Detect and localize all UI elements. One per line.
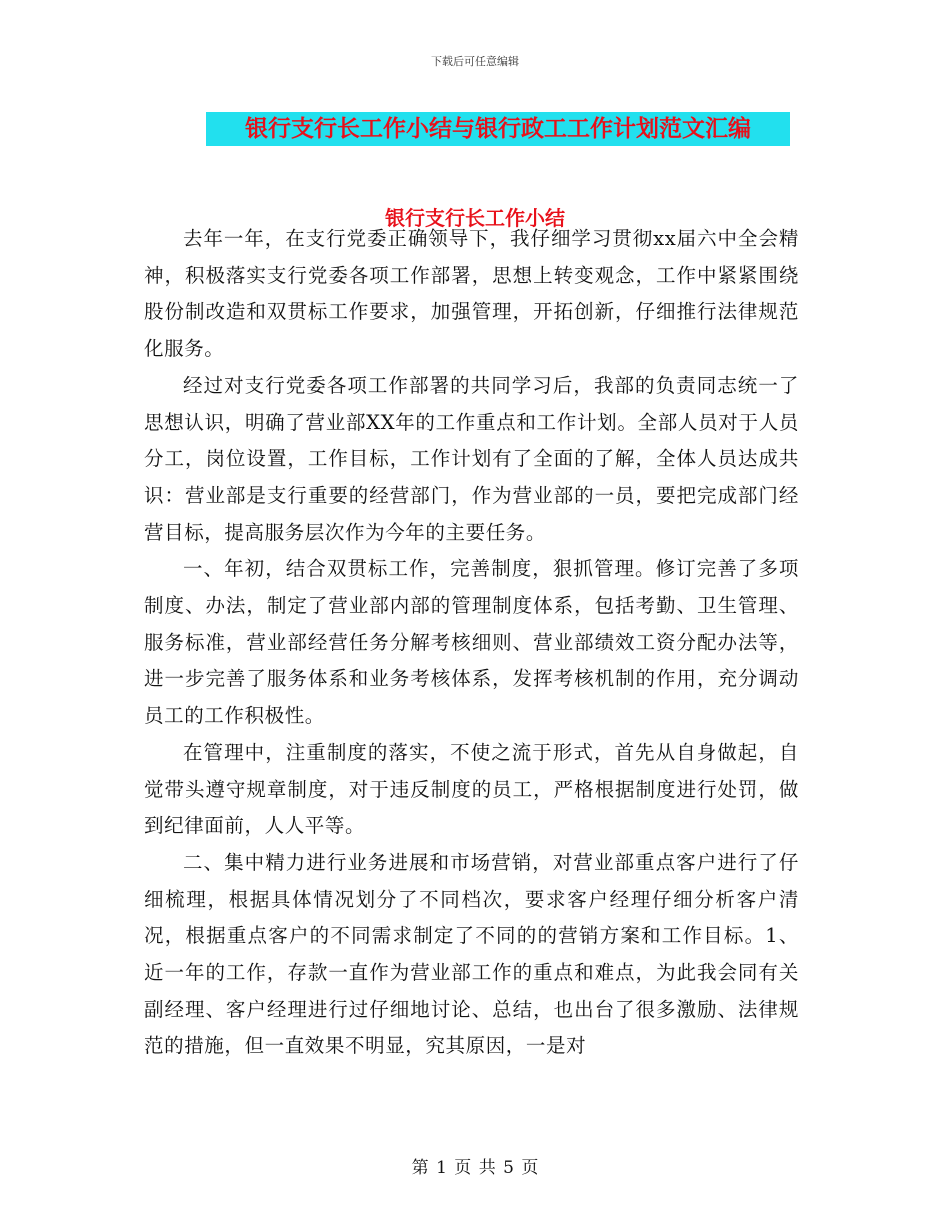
paragraph-3: 一、年初，结合双贯标工作，完善制度，狠抓管理。修订完善了多项制度、办法，制定了营业部内部的管理制度体系，包括考勤、卫生管理、服务标准，营业部经营任务分解考核细则、营业部绩效工资分配办法等，进一步完善了服务体系和业务考核体系，发挥考核机制的作用，充分调动员工的工作积极性。 [144,557,799,728]
page-number-footer: 第 1 页 共 5 页 [411,1158,539,1178]
paragraph-2: 经过对支行党委各项工作部署的共同学习后，我部的负责同志统一了思想认识，明确了营业部XX年的工作重点和工作计划。全部人员对于人员分工，岗位设置，工作目标，工作计划有了全面的了解，全体人员达成共识：营业部是支行重要的经营部门，作为营业部的一员，要把完成部门经营目标，提高服务层次作为今年的主要任务。 [144,373,799,544]
paragraph-4: 在管理中，注重制度的落实，不使之流于形式，首先从自身做起，自觉带头遵守规章制度，对于违反制度的员工，严格根据制度进行处罚，做到纪律面前，人人平等。 [144,740,799,838]
paragraph-1: 去年一年，在支行党委正确领导下，我仔细学习贯彻xx届六中全会精神，积极落实支行党委各项工作部署，思想上转变观念，工作中紧紧围绕股份制改造和双贯标工作要求，加强管理，开拓创新，仔细推行法律规范化服务。 [144,227,799,361]
section-title: 银行支行长工作小结 [385,206,565,230]
document-title-highlight [206,112,790,146]
document-title: 银行支行长工作小结与银行政工工作计划范文汇编 [245,115,751,142]
paragraph-5: 二、集中精力进行业务进展和市场营销，对营业部重点客户进行了仔细梳理，根据具体情况划分了不同档次，要求客户经理仔细分析客户清况，根据重点客户的不同需求制定了不同的的营销方案和工作目标。1、近一年的工作，存款一直作为营业部工作的重点和难点，为此我会同有关副经理、客户经理进行过仔细地讨论、总结，也出台了很多激励、法律规范的措施，但一直效果不明显，究其原因，一是对 [144,850,799,1058]
header-note: 下载后可任意编辑 [431,55,519,68]
body-text [144,221,799,1065]
